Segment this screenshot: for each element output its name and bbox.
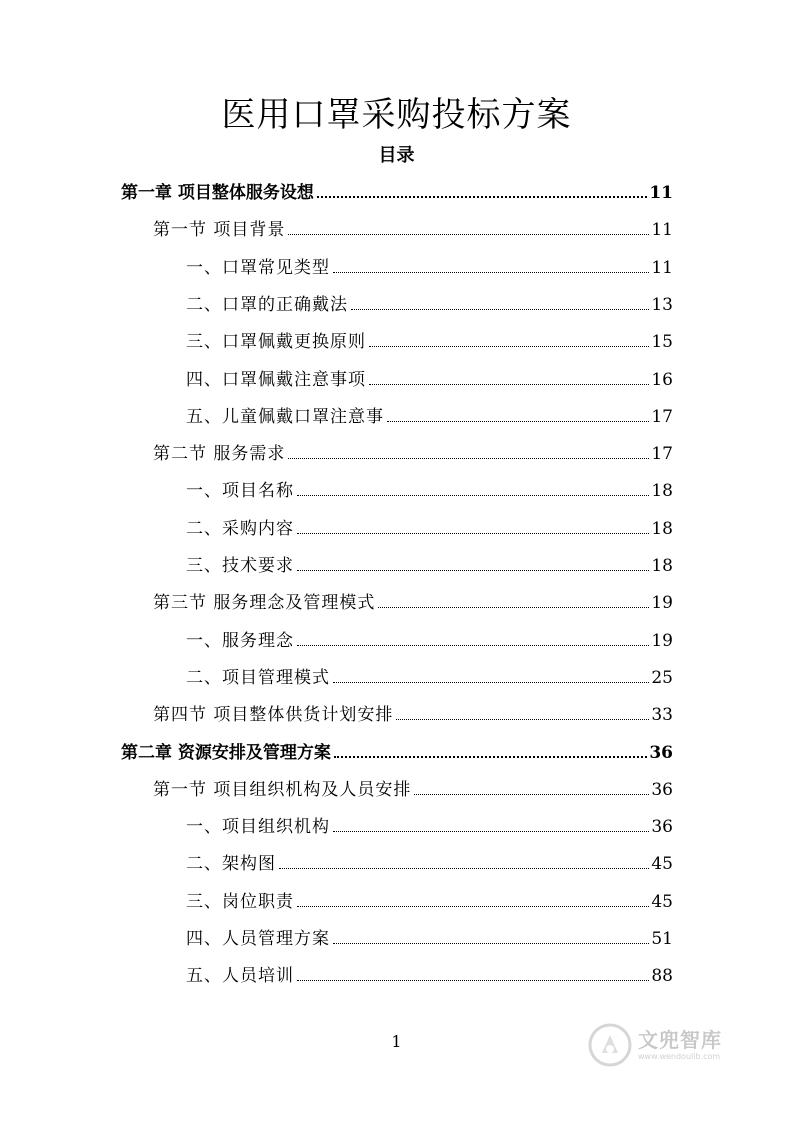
toc-entry[interactable]: [153, 586, 673, 620]
toc-leader-dots: [333, 831, 649, 832]
toc-entry-label: 二、口罩的正确戴法: [186, 294, 348, 315]
toc-leader-dots: [369, 346, 649, 347]
toc-leader-dots: [387, 421, 649, 422]
toc-entry[interactable]: [153, 698, 673, 732]
toc-entry[interactable]: [186, 251, 673, 285]
watermark-name: 文兜智库: [638, 1028, 722, 1052]
toc-entry-page: 45: [651, 854, 673, 875]
toc-entry-label: 第四节 项目整体供货计划安排: [153, 705, 394, 726]
toc-entry-label: 第一节 项目背景: [153, 220, 286, 241]
toc-entry[interactable]: [186, 400, 673, 434]
toc-leader-dots: [333, 943, 649, 944]
toc-entry-page: 36: [651, 817, 673, 838]
toc-entry-label: 第一章 项目整体服务设想: [121, 183, 314, 203]
toc-entry[interactable]: [153, 213, 673, 247]
toc-entry-label: 一、项目组织机构: [186, 817, 330, 838]
toc-leader-dots: [288, 234, 649, 235]
toc-entry-label: 二、架构图: [186, 854, 276, 875]
toc-entry-label: 五、人员培训: [186, 966, 294, 987]
toc-entry[interactable]: [186, 288, 673, 322]
toc-entry[interactable]: [121, 736, 673, 770]
toc-entry-page: 88: [651, 966, 673, 987]
toc-entry-label: 二、采购内容: [186, 518, 294, 539]
toc-entry-label: 第一节 项目组织机构及人员安排: [153, 779, 412, 800]
toc-entry[interactable]: [186, 661, 673, 695]
toc-entry-label: 三、岗位职责: [186, 891, 294, 912]
toc-entry[interactable]: [186, 512, 673, 546]
toc-entry-label: 二、项目管理模式: [186, 667, 330, 688]
toc-entry[interactable]: [186, 810, 673, 844]
toc-entry-page: 13: [651, 294, 673, 315]
toc-entry-page: 18: [651, 518, 673, 539]
toc-entry-label: 五、儿童佩戴口罩注意事: [186, 406, 384, 427]
toc-entry[interactable]: [186, 325, 673, 359]
toc-leader-dots: [288, 458, 649, 459]
toc-entry-page: 17: [651, 406, 673, 427]
toc-entry-page: 33: [651, 705, 673, 726]
toc-entry-label: 三、技术要求: [186, 556, 294, 576]
toc-entry-page: 36: [651, 779, 673, 800]
toc-entry[interactable]: [186, 959, 673, 993]
toc-leader-dots: [297, 533, 649, 534]
toc-leader-dots: [414, 794, 649, 795]
toc-entry-page: 19: [651, 630, 673, 651]
toc-entry-label: 第三节 服务理念及管理模式: [153, 593, 376, 614]
toc-leader-dots: [351, 309, 649, 310]
toc-entry-page: 19: [651, 593, 673, 614]
toc-leader-dots: [334, 756, 647, 758]
toc-entry[interactable]: [121, 176, 673, 210]
toc-entry-page: 18: [651, 556, 673, 576]
toc-entry[interactable]: [186, 624, 673, 658]
toc-leader-dots: [297, 645, 649, 646]
toc-entry[interactable]: [186, 922, 673, 956]
toc-leader-dots: [297, 980, 649, 981]
watermark-url: www.wendoulib.com: [638, 1052, 721, 1061]
toc-entry-page: 11: [649, 183, 673, 203]
toc-entry-label: 第二节 服务需求: [153, 444, 286, 465]
toc-leader-dots: [333, 272, 649, 273]
toc-entry-label: 三、口罩佩戴更换原则: [186, 332, 366, 353]
toc-leader-dots: [317, 196, 647, 198]
toc-entry-page: 25: [651, 667, 673, 688]
toc-leader-dots: [396, 719, 649, 720]
toc-entry[interactable]: [153, 437, 673, 471]
toc-entry-label: 一、服务理念: [186, 630, 294, 651]
watermark-logo-icon: [588, 1023, 632, 1067]
toc-entry-page: 36: [649, 742, 673, 763]
page-number: 1: [391, 1032, 402, 1051]
toc-entry-label: 一、口罩常见类型: [186, 257, 330, 278]
toc-leader-dots: [297, 570, 649, 571]
toc-leader-dots: [369, 384, 649, 385]
toc-entry-page: 16: [651, 369, 673, 390]
toc-entry[interactable]: [186, 847, 673, 881]
toc-entry-page: 45: [651, 891, 673, 912]
toc-entry[interactable]: [153, 773, 673, 807]
toc-entry-label: 第二章 资源安排及管理方案: [121, 742, 331, 763]
watermark: [588, 1020, 763, 1070]
toc-entry[interactable]: [186, 474, 673, 508]
toc-entry-page: 51: [651, 929, 673, 949]
toc-leader-dots: [279, 868, 649, 869]
toc-leader-dots: [297, 495, 649, 496]
toc-entry-label: 一、项目名称: [186, 481, 294, 502]
page-title: 医用口罩采购投标方案: [221, 95, 572, 135]
toc-entry-page: 11: [651, 220, 673, 241]
toc-entry-page: 11: [651, 257, 673, 278]
toc-heading: 目录: [378, 145, 415, 166]
toc-entry[interactable]: [186, 549, 673, 583]
toc-entry-page: 15: [651, 332, 673, 353]
toc-entry-page: 17: [651, 444, 673, 465]
toc-entry-label: 四、口罩佩戴注意事项: [186, 369, 366, 390]
toc-leader-dots: [333, 682, 649, 683]
toc-leader-dots: [378, 607, 649, 608]
toc-entry[interactable]: [186, 363, 673, 397]
toc-entry-page: 18: [651, 481, 673, 502]
toc-entry-label: 四、人员管理方案: [186, 929, 330, 949]
toc-leader-dots: [297, 906, 649, 907]
toc-entry[interactable]: [186, 885, 673, 919]
